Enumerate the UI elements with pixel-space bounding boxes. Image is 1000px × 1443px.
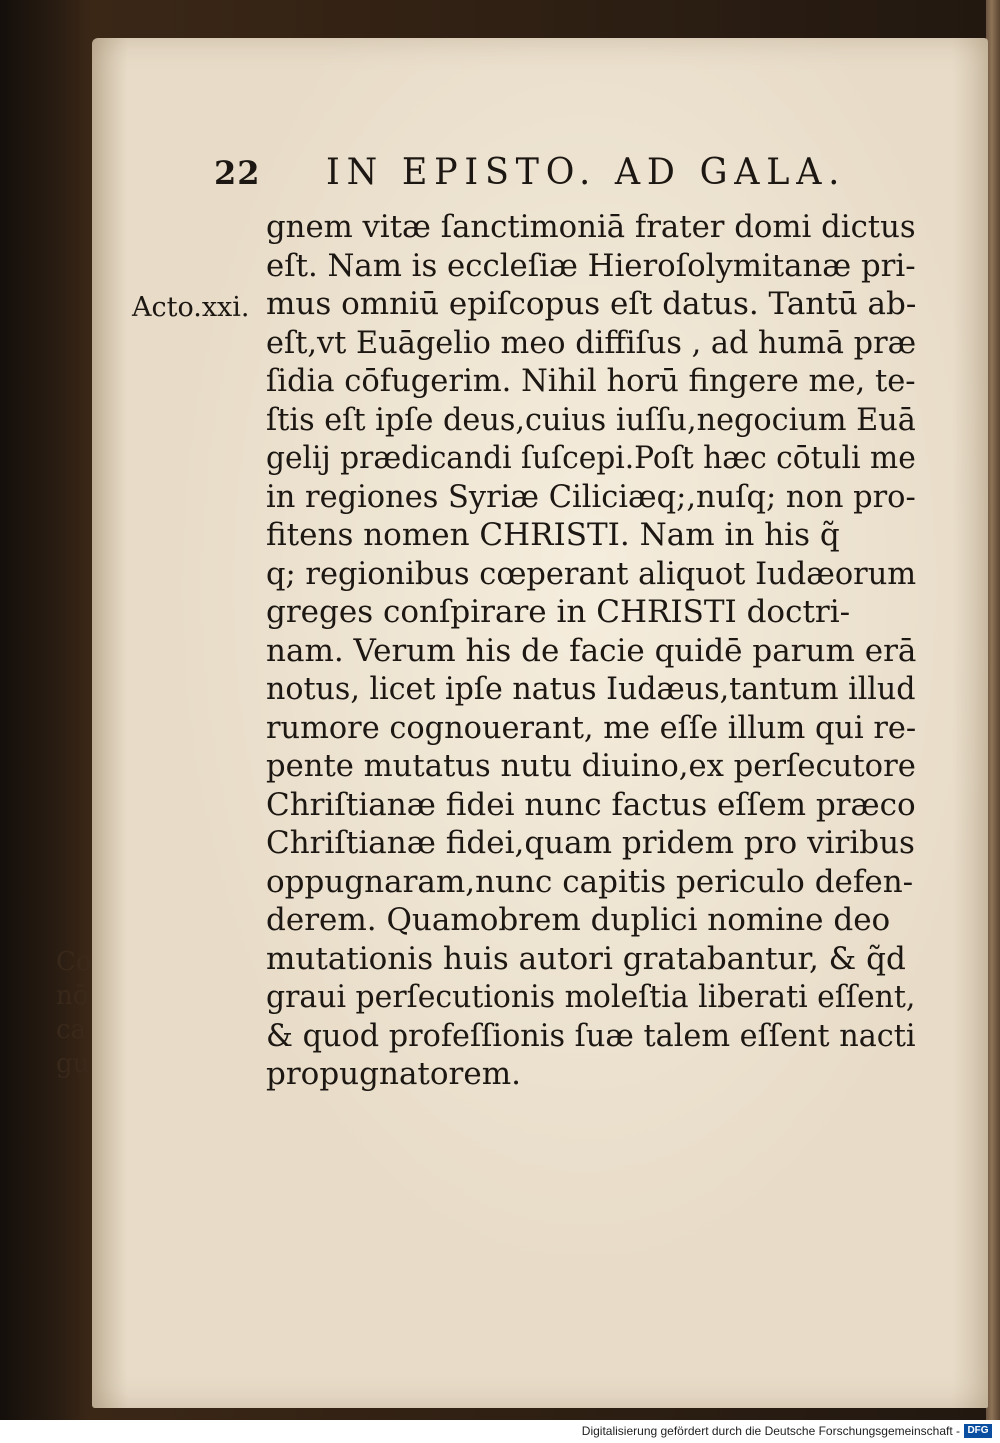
text-line: pente mutatus nutu diuino,ex perſecutore — [266, 748, 916, 784]
body-text — [266, 208, 916, 1094]
adjacent-page-edge — [986, 0, 1000, 1420]
text-line: ſtis eſt ipſe deus,cuius iuſſu,negocium Euā — [266, 401, 916, 438]
bleed-line: nō — [56, 981, 89, 1011]
text-line: in regiones Syriæ Ciliciæq;,nuſq; non pro- — [266, 478, 916, 515]
digitization-credit: Digitalisierung gefördert durch die Deutsche Forschungsgemeinschaft - — [581, 1424, 960, 1438]
text-line: propugnatorem. — [266, 1056, 521, 1092]
text-line: Chriſtianæ fidei nunc factus eſſem præco — [266, 786, 916, 823]
text-line: eſt,vt Euāgelio meo diffiſus , ad humā præ — [266, 324, 917, 361]
text-line: rumore cognouerant, me eſſe illum qui re- — [266, 709, 917, 746]
text-line: derem. Quamobrem duplici nomine deo — [266, 902, 891, 938]
margin-note: Acto.xxi. — [132, 292, 250, 323]
text-line: greges conſpirare in CHRISTI doctri- — [266, 594, 851, 630]
text-line: graui perſecutionis moleſtia liberati eſſent, — [266, 979, 916, 1015]
text-line: fitens nomen CHRISTI. Nam in his q̃ — [266, 517, 840, 553]
page-number: 22 — [214, 154, 261, 192]
bleed-line: gu — [56, 1049, 90, 1079]
text-line: nam. Verum his de facie quidē parum erā — [266, 632, 917, 669]
text-line: notus, licet ipſe natus Iudæus,tantum illud — [266, 671, 916, 707]
text-line: q; regionibus cœperant aliquot Iudæorum — [266, 555, 917, 592]
dfg-logo-icon: DFG — [964, 1424, 992, 1438]
text-line: & quod profeſſionis ſuæ talem eſſent nacti — [266, 1017, 916, 1054]
bleed-line: Co — [56, 947, 92, 977]
text-line: mus omniū epiſcopus eſt datus. Tantū ab- — [266, 286, 917, 322]
bleed-line: ca — [56, 1015, 87, 1045]
text-line: ſidia cōfugerim. Nihil horū fingere me, te- — [266, 363, 916, 399]
text-line: mutationis huis autori gratabantur, & q̃d — [266, 940, 906, 977]
running-head — [214, 152, 854, 198]
text-line: eſt. Nam is eccleſiæ Hieroſolymitanæ pri- — [266, 247, 916, 284]
header-title: IN EPISTO. AD GALA. — [326, 152, 847, 193]
text-line: gnem vitæ ſanctimoniā frater domi dictus — [266, 209, 916, 245]
text-line: oppugnaram,nunc capitis periculo defen- — [266, 863, 914, 900]
text-line: Chriſtianæ fidei,quam pridem pro viribus — [266, 825, 915, 861]
text-line: gelij prædicandi ſuſcepi.Poſt hæc cōtuli me — [266, 440, 916, 476]
